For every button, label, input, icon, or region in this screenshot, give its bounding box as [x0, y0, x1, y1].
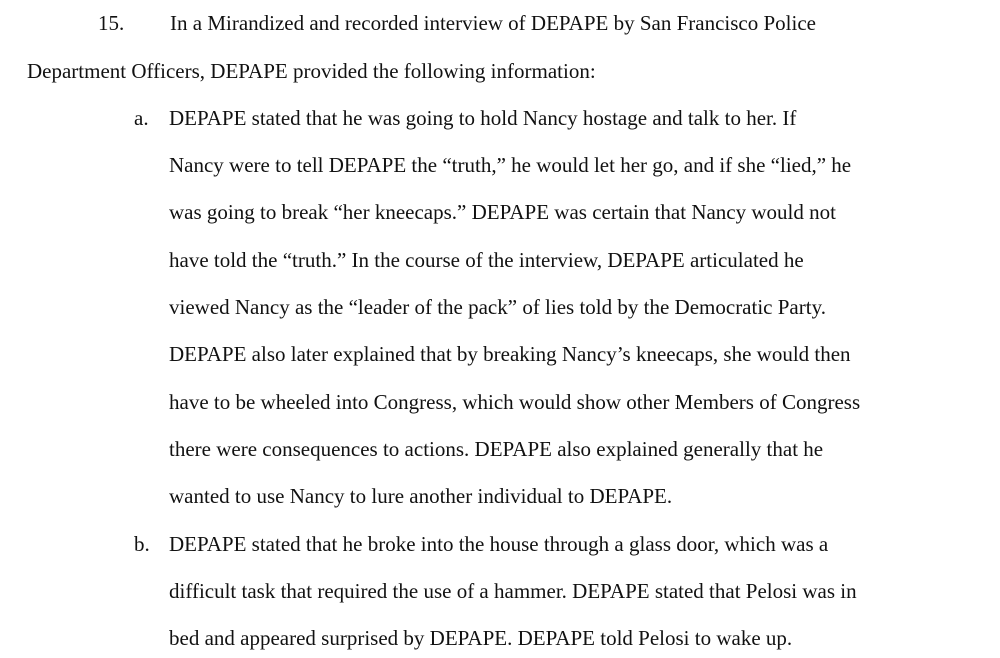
paragraph-line: In a Mirandized and recorded interview of DEPAPE by San Francisco Police [170, 11, 816, 35]
item-line: DEPAPE stated that he was going to hold Nancy hostage and talk to her. If [169, 106, 797, 130]
paragraph-number: 15. [98, 11, 125, 35]
item-line: difficult task that required the use of a hammer. DEPAPE stated that Pelosi was in [169, 579, 857, 603]
item-line: Nancy were to tell DEPAPE the “truth,” he would let her go, and if she “lied,” he [169, 153, 852, 177]
item-line: have told the “truth.” In the course of the interview, DEPAPE articulated he [169, 248, 804, 272]
item-label: b. [134, 532, 150, 556]
item-line: wanted to use Nancy to lure another individual to DEPAPE. [169, 484, 673, 508]
item-line: bed and appeared surprised by DEPAPE. DEPAPE told Pelosi to wake up. [169, 626, 793, 650]
item-line: there were consequences to actions. DEPAPE also explained generally that he [169, 437, 824, 461]
item-line: have to be wheeled into Congress, which would show other Members of Congress [169, 390, 861, 414]
item-line: DEPAPE also later explained that by breaking Nancy’s kneecaps, she would then [169, 342, 851, 366]
item-line: DEPAPE stated that he broke into the house through a glass door, which was a [169, 532, 829, 556]
item-label: a. [134, 106, 149, 130]
item-line: viewed Nancy as the “leader of the pack” of lies told by the Democratic Party. [169, 295, 826, 319]
paragraph-line: Department Officers, DEPAPE provided the following information: [27, 59, 596, 83]
item-line: was going to break “her kneecaps.” DEPAPE was certain that Nancy would not [169, 200, 836, 224]
